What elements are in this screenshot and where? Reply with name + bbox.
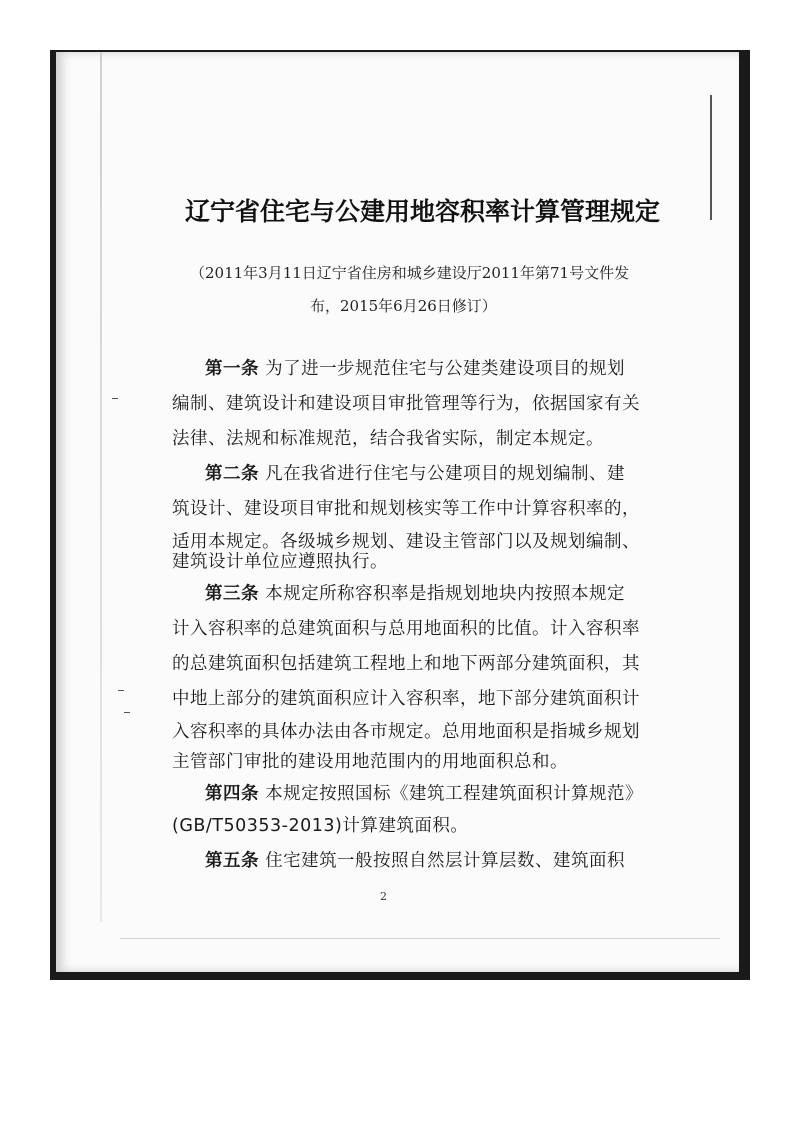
article-label: 第二条 xyxy=(205,464,259,484)
article-text: 为了进一步规范住宅与公建类建设项目的规划 xyxy=(259,359,626,379)
article-text: 本规定所称容积率是指规划地块内按照本规定 xyxy=(259,584,626,604)
article-label: 第三条 xyxy=(205,584,259,604)
article-label: 第四条 xyxy=(205,784,259,804)
page-title: 辽宁省住宅与公建用地容积率计算管理规定 xyxy=(185,197,661,226)
article-text: 本规定按照国标《建筑工程建筑面积计算规范》 xyxy=(259,784,644,804)
publication-note-line-1: （2011年3月11日辽宁省住房和城乡建设厅2011年第71号文件发 xyxy=(190,264,630,282)
article-4-line-2: (GB/T50353-2013)计算建筑面积。 xyxy=(172,816,469,836)
article-2-line-1 xyxy=(205,460,645,485)
article-1-line-3: 法律、法规和标准规范，结合我省实际，制定本规定。 xyxy=(172,429,604,449)
article-3-line-5: 入容积率的具体办法由各市规定。总用地面积是指城乡规划 xyxy=(172,722,640,742)
article-3-line-1 xyxy=(205,580,645,605)
margin-mark xyxy=(118,690,124,691)
publication-note-line-2: 布，2015年6月26日修订） xyxy=(310,297,497,315)
page-fold-line xyxy=(100,52,102,922)
article-text: 住宅建筑一般按照自然层计算层数、建筑面积 xyxy=(259,851,626,871)
article-2-line-4: 建筑设计单位应遵照执行。 xyxy=(172,552,388,572)
article-2-line-2: 筑设计、建设项目审批和规划核实等工作中计算容积率的， xyxy=(172,499,640,519)
article-1-line-2: 编制、建筑设计和建设项目审批管理等行为，依据国家有关 xyxy=(172,394,640,414)
margin-mark xyxy=(124,712,130,713)
article-3-line-3: 的总建筑面积包括建筑工程地上和地下两部分建筑面积，其 xyxy=(172,654,640,674)
page-number: 2 xyxy=(380,890,387,903)
article-text: 凡在我省进行住宅与公建项目的规划编制、建 xyxy=(259,464,626,484)
article-5-line-1 xyxy=(205,847,645,872)
article-3-line-4: 中地上部分的建筑面积应计入容积率，地下部分建筑面积计 xyxy=(172,689,640,709)
article-2-line-3: 适用本规定。各级城乡规划、建设主管部门以及规划编制、 xyxy=(172,532,640,552)
article-3-line-6: 主管部门审批的建设用地范围内的用地面积总和。 xyxy=(172,752,568,772)
article-4-line-1 xyxy=(205,780,645,805)
article-1-line-1 xyxy=(205,355,645,380)
article-label: 第一条 xyxy=(205,359,259,379)
paper-right-edge xyxy=(710,95,712,220)
paper-bottom-edge xyxy=(120,938,720,939)
article-3-line-2: 计入容积率的总建筑面积与总用地面积的比值。计入容积率 xyxy=(172,619,640,639)
article-label: 第五条 xyxy=(205,851,259,871)
margin-mark xyxy=(112,398,118,399)
